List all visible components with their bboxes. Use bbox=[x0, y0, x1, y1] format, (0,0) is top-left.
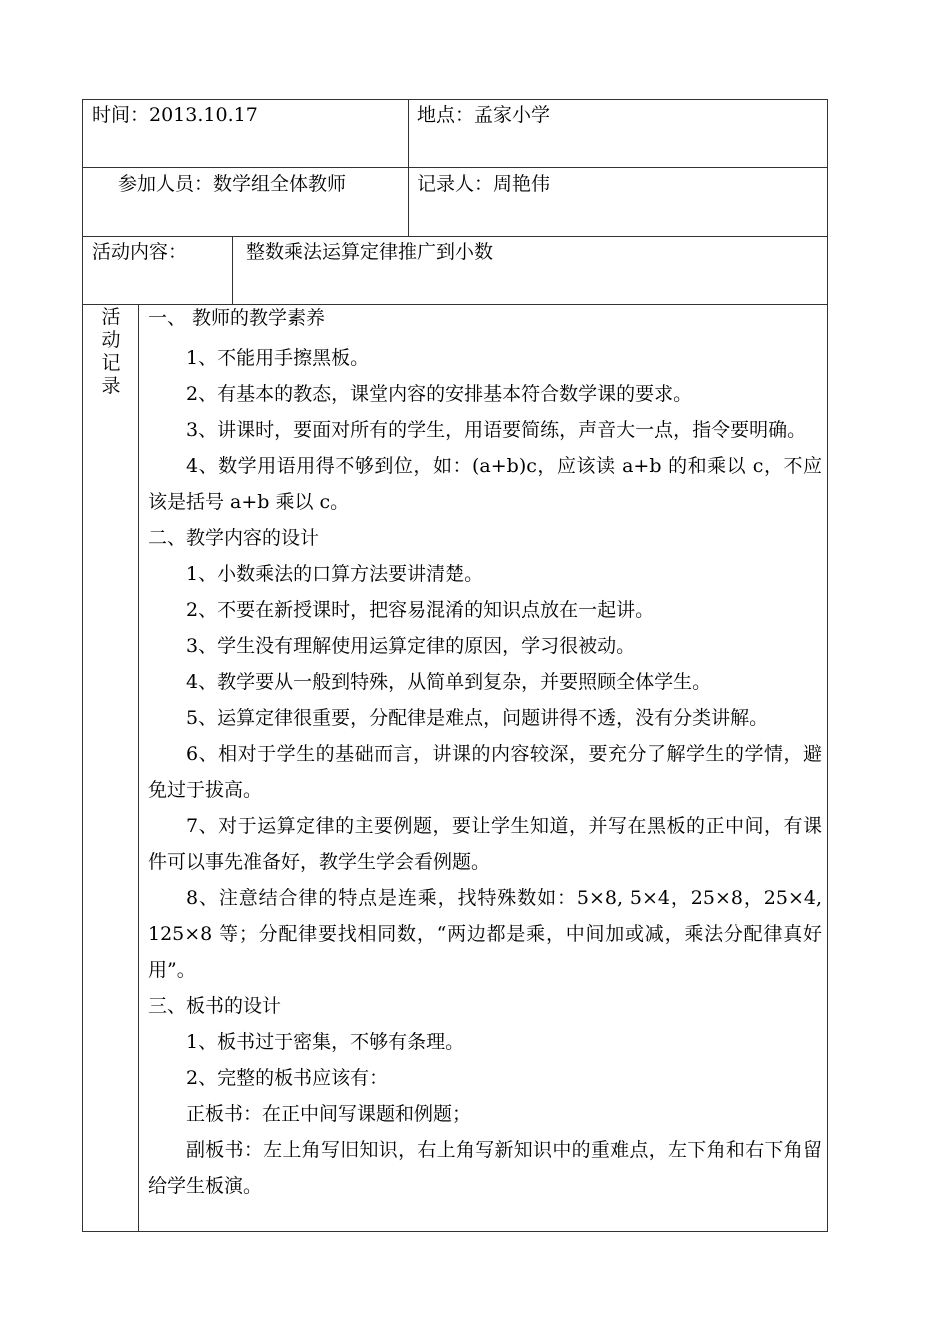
record-label-char: 记 bbox=[101, 352, 121, 374]
record-label-char: 活 bbox=[101, 306, 121, 328]
record-label-char: 录 bbox=[101, 375, 121, 397]
record-item: 1、不能用手擦黑板。 bbox=[186, 347, 370, 369]
record-label-char: 动 bbox=[101, 329, 121, 351]
place-cell: 地点：孟家小学 bbox=[417, 104, 551, 126]
record-item: 4、数学用语用得不够到位，如：(a+b)c，应该读 a+b 的和乘以 c，不应该是括号 a+b 乘以 c。 bbox=[148, 455, 822, 513]
table-border bbox=[82, 99, 828, 100]
record-item: 1、小数乘法的口算方法要讲清楚。 bbox=[186, 563, 484, 585]
record-item: 6、相对于学生的基础而言，讲课的内容较深，要充分了解学生的学情，避免过于拔高。 bbox=[148, 743, 822, 801]
participants-cell: 参加人员：数学组全体教师 bbox=[118, 173, 347, 195]
table-border bbox=[827, 99, 828, 1232]
record-item: 2、完整的板书应该有： bbox=[186, 1067, 389, 1089]
record-item: 3、讲课时，要面对所有的学生，用语要简练，声音大一点，指令要明确。 bbox=[186, 419, 807, 441]
table-border bbox=[82, 99, 83, 1232]
table-border bbox=[82, 236, 828, 237]
record-item: 4、教学要从一般到特殊，从简单到复杂，并要照顾全体学生。 bbox=[186, 671, 712, 693]
record-item: 3、学生没有理解使用运算定律的原因，学习很被动。 bbox=[186, 635, 636, 657]
record-item: 正板书：在正中间写课题和例题； bbox=[186, 1103, 472, 1125]
record-item: 1、板书过于密集，不够有条理。 bbox=[186, 1031, 465, 1053]
table-border bbox=[232, 236, 233, 305]
table-border bbox=[82, 1231, 828, 1232]
record-item: 8、注意结合律的特点是连乘，找特殊数如：5×8, 5×4，25×8，25×4, 125×8 等；分配律要找相同数，“两边都是乘，中间加或减，乘法分配律真好用”。 bbox=[148, 887, 822, 981]
section-heading: 二、教学内容的设计 bbox=[148, 527, 320, 549]
record-item: 5、运算定律很重要，分配律是难点，问题讲得不透，没有分类讲解。 bbox=[186, 707, 769, 729]
content-label: 活动内容： bbox=[92, 241, 188, 263]
record-item: 副板书：左上角写旧知识，右上角写新知识中的重难点，左下角和右下角留给学生板演。 bbox=[148, 1139, 822, 1197]
recorder-cell: 记录人：周艳伟 bbox=[417, 173, 551, 195]
record-content bbox=[148, 306, 822, 1204]
record-label bbox=[96, 306, 126, 398]
section-heading: 一、 教师的教学素养 bbox=[148, 307, 326, 329]
table-border bbox=[408, 99, 409, 237]
table-border bbox=[82, 304, 828, 305]
table-border bbox=[82, 167, 828, 168]
table-border bbox=[138, 304, 139, 1232]
time-cell: 时间：2013.10.17 bbox=[92, 104, 258, 126]
record-item: 2、有基本的教态，课堂内容的安排基本符合数学课的要求。 bbox=[186, 383, 693, 405]
record-item: 2、不要在新授课时，把容易混淆的知识点放在一起讲。 bbox=[186, 599, 655, 621]
record-item: 7、对于运算定律的主要例题，要让学生知道，并写在黑板的正中间，有课件可以事先准备好，教学生学会看例题。 bbox=[148, 815, 822, 873]
content-value: 整数乘法运算定律推广到小数 bbox=[246, 241, 494, 263]
section-heading: 三、板书的设计 bbox=[148, 995, 282, 1017]
